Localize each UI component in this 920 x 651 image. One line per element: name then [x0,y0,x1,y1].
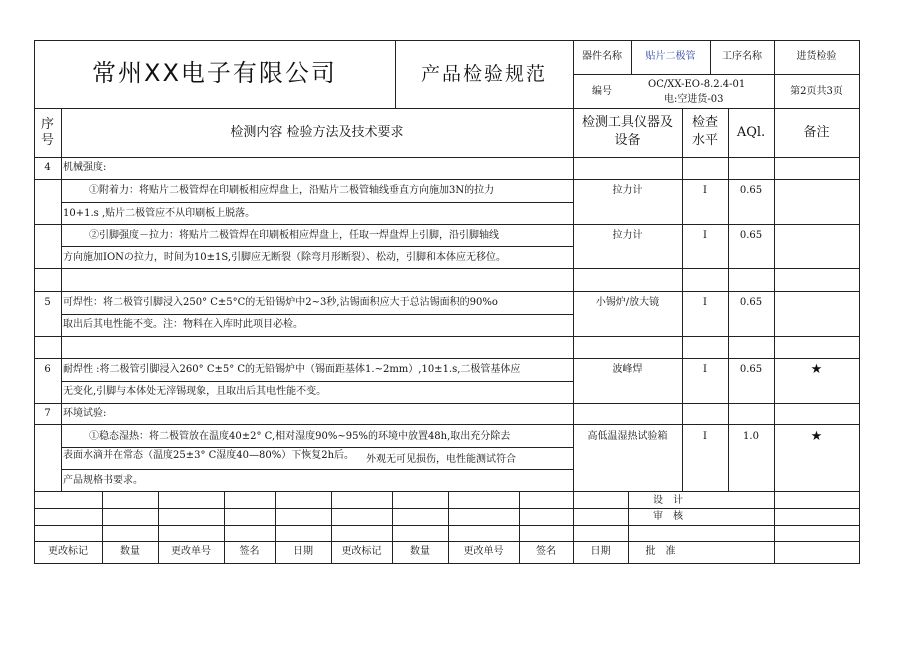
document-code: OC/XX-EO-8.2.4-01 [648,79,746,90]
col-remark: 备注 [803,125,830,140]
row-text: 方向施加IONの拉力，时间为10±1S,引脚应无断裂（除弯月形断裂）、松动，引脚和本体应无移位。 [63,252,507,263]
row-aql: 1.0 [743,431,759,442]
row-aql: 0.65 [739,185,763,196]
col-tools-line2: 设备 [614,133,641,148]
row-tool: 波峰焊 [612,364,643,375]
row-level: I [703,230,707,241]
part-name-label: 器件名称 [582,51,622,62]
row-level: I [703,431,707,442]
row-number: 4 [44,162,51,173]
footer-change-mark: 更改标记 [341,546,382,557]
row-level: I [703,364,707,375]
row-number: 7 [44,408,51,419]
footer-date: 日期 [293,546,313,557]
row-number: 5 [44,297,51,308]
row-text: 取出后其电性能不变。注：物料在入库时此项目必检。 [63,319,303,330]
company-name: 常州XX电子有限公司 [92,59,337,87]
col-seq-line1: 序 [40,117,54,132]
code-label: 编号 [592,86,612,97]
row-level: I [703,297,707,308]
footer-quantity: 数量 [410,546,430,557]
row-text: ①附着力：将贴片二极管焊在印刷板相应焊盘上，沿贴片二极管轴线垂直方向施加3N的拉力 [89,185,495,196]
footer-quantity: 数量 [120,546,140,557]
row-number: 6 [44,364,51,375]
footer-date: 日期 [590,546,611,557]
footer-signature: 签名 [239,546,260,557]
design-label: 设 计 [653,495,683,506]
col-tools-line1: 检测工具仪器及 [581,115,673,130]
process-value: 进货检验 [796,51,837,62]
row-tool: 拉力计 [612,230,643,241]
row-text: ②引脚强度－拉力：将贴片二极管焊在印刷板相应焊盘上，任取一焊盘焊上引脚，沿引脚轴线 [89,230,499,241]
col-content: 检测内容 检验方法及技术要求 [230,125,404,140]
row-text: 可焊性：将二极管引脚浸入250° C±5°C的无铅锡炉中2~3秒,沾锡面积应大于总沾锡面积的90%o [63,297,498,308]
row-text: 10+1.s ,贴片二极管应不从印刷板上脱落。 [63,208,256,219]
col-level-line1: 检查 [691,115,718,130]
row-tool: 拉力计 [612,185,643,196]
row-text: 环境试验: [63,408,107,419]
star-icon: ★ [810,362,823,377]
document-code-suffix: 电:空进货-03 [664,94,724,105]
row-text: 产品规格书要求。 [63,475,143,486]
part-name-value: 贴片二极管 [645,51,696,62]
footer-change-number: 更改单号 [171,546,211,557]
approve-label: 批 准 [645,546,676,557]
col-aql: AQl. [736,125,766,140]
row-text: 机械强度: [63,162,107,173]
star-icon: ★ [810,429,823,444]
row-tool: 高低温湿热试验箱 [587,431,668,442]
row-text: 无变化,引脚与本体处无滓锡现象，且取出后其电性能不变。 [63,386,327,397]
document-title: 产品检验规范 [420,63,547,85]
row-text: 表面水滴并在常态（温度25±3° C湿度40—80%）下恢复2h后。 [63,450,355,461]
row-level: I [703,185,707,196]
row-aql: 0.65 [739,230,763,241]
row-text-continued: 外观无可见损伤，电性能测试符合 [366,454,516,465]
row-text: 耐焊性 :将二极管引脚浸入260° C±5° C的无铅锡炉中（锡面距基体1.~2mm）,10±1.s,二极管基体应 [63,364,521,375]
col-level-line2: 水平 [691,133,718,148]
review-label: 审 核 [653,511,683,522]
page-number: 第2页共3页 [790,86,843,97]
row-aql: 0.65 [739,297,763,308]
footer-change-number: 更改单号 [463,546,504,557]
row-tool: 小锡炉/放大镜 [595,297,660,308]
row-text: ①稳态湿热：将二极管放在温度40±2° C,相对湿度90%~95%的环境中放置48h,取出充分除去 [89,431,511,442]
footer-signature: 签名 [536,546,556,557]
row-aql: 0.65 [739,364,763,375]
footer-change-mark: 更改标记 [48,546,88,557]
col-seq-line2: 号 [40,133,54,148]
process-label: 工序名称 [722,51,762,62]
